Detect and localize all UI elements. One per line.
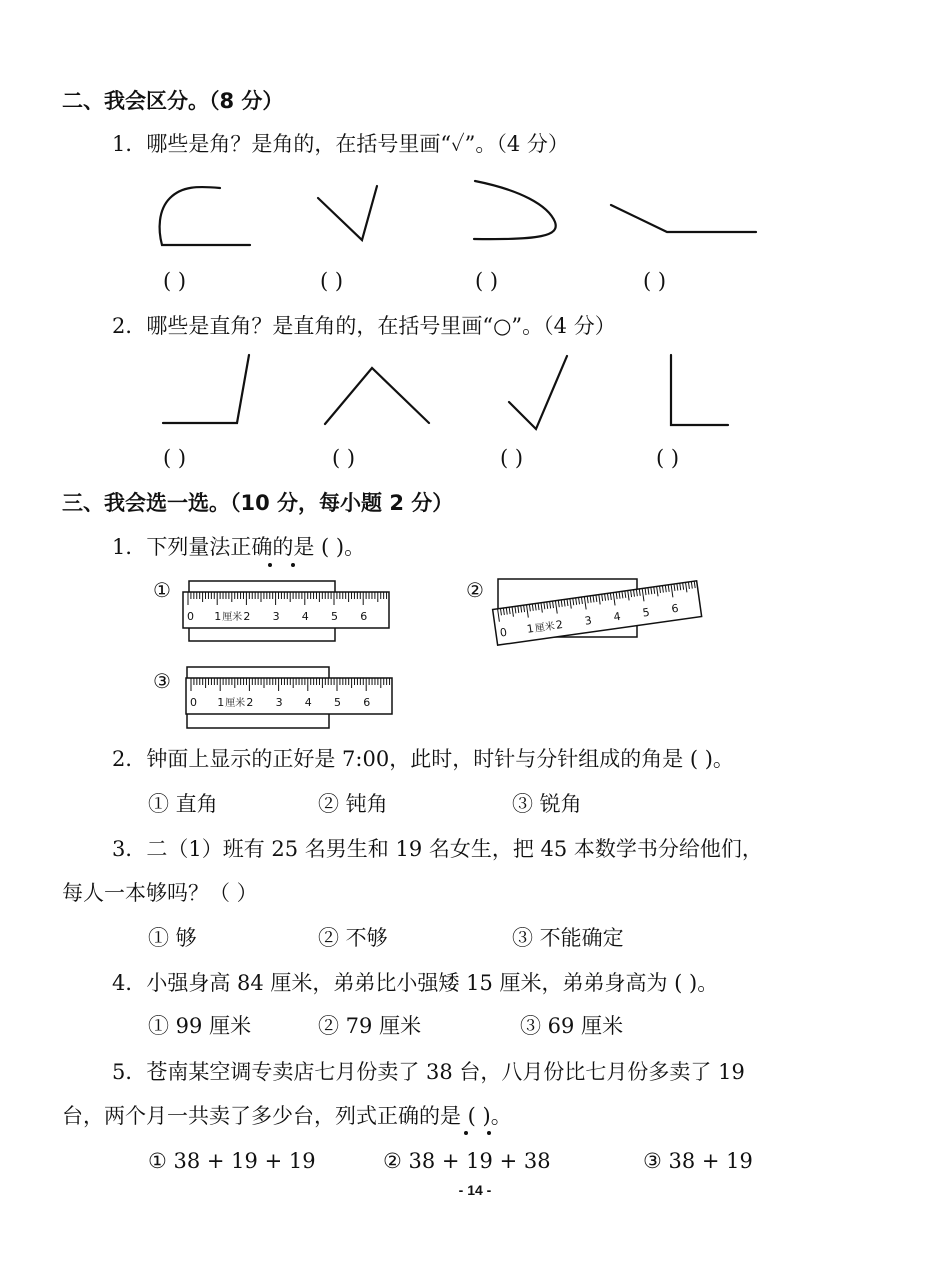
q3-option-2[interactable]: ② 不够 [318,926,388,950]
q3-option-3[interactable]: ③ 不能确定 [512,926,624,950]
ruler-number: 5 [641,605,651,620]
ruler-1 [183,592,389,628]
s3-question-5-line-2: 台，两个月一共卖了多少台，列式正确的是 ( )。 [62,1104,512,1128]
q2-blank-3[interactable]: ( ) [500,446,524,470]
q2-blank-4[interactable]: ( ) [656,446,680,470]
q1-blank-3[interactable]: ( ) [475,269,499,293]
ruler-number: 3 [272,610,280,623]
ruler-label-3: ③ [153,669,171,693]
q1-blank-4[interactable]: ( ) [643,269,667,293]
emphasis-dot [464,1131,468,1135]
q3-option-1[interactable]: ① 够 [148,926,197,950]
q5-option-3[interactable]: ③ 38 + 19 [643,1149,753,1173]
s3-question-1: 1．下列量法正确的是 ( )。 [112,535,366,559]
ruler-number: 2 [243,610,251,623]
ruler-unit: 厘米 [534,621,556,635]
ruler-label-2: ② [466,578,484,602]
section-2-heading: 二、我会区分。（8 分） [62,89,284,113]
ruler-number: 2 [554,617,564,632]
q4-option-2[interactable]: ② 79 厘米 [318,1014,422,1038]
ruler-unit: 厘米 [225,698,246,709]
s3-question-3-line-1: 3．二（1）班有 25 名男生和 19 名女生，把 45 本数学书分给他们， [112,837,763,861]
ruler-number: 4 [612,609,622,624]
ruler-number: 1 [526,622,535,636]
ruler-number: 0 [190,696,197,709]
ruler-number: 1 [214,610,222,623]
ruler-2 [493,581,702,645]
ruler-label-1: ① [153,578,171,602]
ruler-number: 4 [304,696,312,709]
s3-question-2: 2．钟面上显示的正好是 7:00，此时，时针与分针组成的角是 ( )。 [112,747,734,771]
ruler-number: 0 [187,610,194,623]
q4-option-3[interactable]: ③ 69 厘米 [520,1014,624,1038]
section-3-heading: 三、我会选一选。（10 分，每小题 2 分） [62,491,454,515]
q1-blank-2[interactable]: ( ) [320,269,344,293]
ruler-number: 6 [670,601,680,616]
q5-option-1[interactable]: ① 38 + 19 + 19 [148,1149,316,1173]
s3-question-3-line-2: 每人一本够吗？（ ） [62,881,258,905]
ruler-number: 1 [217,696,225,709]
s3-question-5-line-1: 5．苍南某空调专卖店七月份卖了 38 台，八月份比七月份多卖了 19 [112,1060,745,1084]
q2-option-1[interactable]: ① 直角 [148,792,218,816]
s2-question-2: 2．哪些是直角？是直角的，在括号里画“○”。（4 分） [112,314,616,338]
q2-blank-1[interactable]: ( ) [163,446,187,470]
ruler-number: 0 [499,625,508,640]
ruler-number: 6 [363,696,371,709]
ruler-number: 3 [583,613,593,628]
q1-blank-1[interactable]: ( ) [163,269,187,293]
ruler-number: 5 [334,696,341,709]
s3-question-4: 4．小强身高 84 厘米，弟弟比小强矮 15 厘米，弟弟身高为 ( )。 [112,971,719,995]
ruler-number: 2 [246,696,254,709]
emphasis-dot [487,1131,491,1135]
ruler-number: 4 [301,610,309,623]
ruler-number: 6 [360,610,368,623]
q2-blank-2[interactable]: ( ) [332,446,356,470]
ruler-unit: 厘米 [222,612,243,623]
q4-option-1[interactable]: ① 99 厘米 [148,1014,252,1038]
ruler-number: 3 [275,696,283,709]
q5-option-2[interactable]: ② 38 + 19 + 38 [383,1149,551,1173]
s2-question-1: 1．哪些是角？是角的，在括号里画“✓”。（4 分） [112,132,569,156]
ruler-3 [186,678,392,714]
page-number: - 14 - [458,1182,492,1198]
q2-option-2[interactable]: ② 钝角 [318,792,388,816]
q2-option-3[interactable]: ③ 锐角 [512,792,582,816]
ruler-number: 5 [331,610,338,623]
